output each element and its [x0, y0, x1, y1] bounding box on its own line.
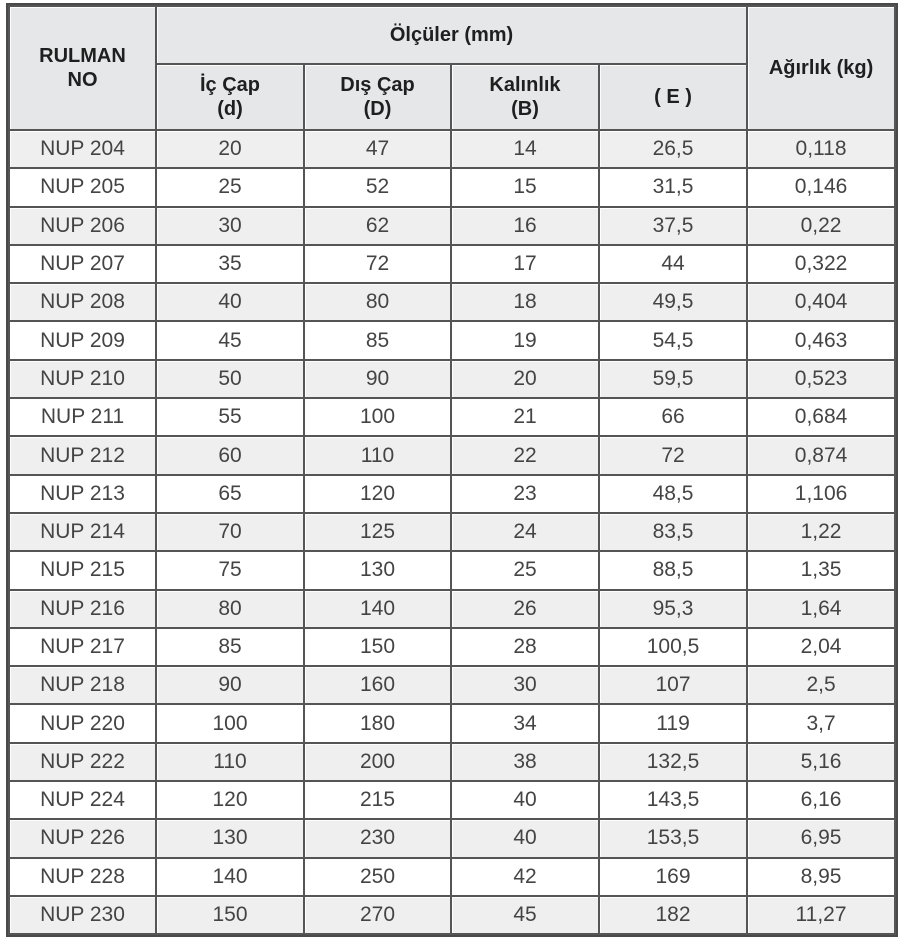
cell-outer-diameter: 100	[304, 398, 451, 436]
cell-e: 83,5	[599, 513, 747, 551]
cell-outer-diameter: 125	[304, 513, 451, 551]
cell-thickness: 15	[451, 168, 599, 206]
cell-outer-diameter: 200	[304, 743, 451, 781]
cell-e: 153,5	[599, 819, 747, 857]
cell-weight: 0,404	[747, 283, 895, 321]
cell-thickness: 21	[451, 398, 599, 436]
cell-bearing-no: NUP 215	[9, 551, 156, 589]
cell-weight: 2,04	[747, 628, 895, 666]
cell-outer-diameter: 230	[304, 819, 451, 857]
cell-inner-diameter: 100	[156, 704, 304, 742]
cell-inner-diameter: 110	[156, 743, 304, 781]
cell-outer-diameter: 130	[304, 551, 451, 589]
cell-bearing-no: NUP 204	[9, 130, 156, 168]
table-row	[9, 398, 895, 436]
table-row	[9, 781, 895, 819]
cell-outer-diameter: 120	[304, 475, 451, 513]
cell-e: 44	[599, 245, 747, 283]
cell-inner-diameter: 140	[156, 858, 304, 896]
header-rulman-no-line1: RULMAN	[39, 45, 126, 67]
bearing-spec-table-container	[8, 5, 894, 935]
cell-inner-diameter: 85	[156, 628, 304, 666]
cell-outer-diameter: 52	[304, 168, 451, 206]
cell-weight: 5,16	[747, 743, 895, 781]
header-inner-diameter	[156, 64, 304, 130]
header-thickness-symbol: (B)	[511, 98, 539, 120]
cell-outer-diameter: 160	[304, 666, 451, 704]
cell-thickness: 24	[451, 513, 599, 551]
header-outer-diameter	[304, 64, 451, 130]
cell-weight: 3,7	[747, 704, 895, 742]
header-inner-diameter-label: İç Çap	[199, 74, 261, 96]
cell-thickness: 19	[451, 321, 599, 359]
cell-bearing-no: NUP 226	[9, 819, 156, 857]
table-row	[9, 704, 895, 742]
cell-outer-diameter: 110	[304, 436, 451, 474]
cell-weight: 11,27	[747, 896, 895, 934]
cell-weight: 6,16	[747, 781, 895, 819]
cell-thickness: 40	[451, 819, 599, 857]
cell-thickness: 20	[451, 360, 599, 398]
cell-e: 26,5	[599, 130, 747, 168]
header-thickness	[451, 64, 599, 130]
cell-bearing-no: NUP 209	[9, 321, 156, 359]
cell-outer-diameter: 90	[304, 360, 451, 398]
cell-inner-diameter: 50	[156, 360, 304, 398]
table-row	[9, 551, 895, 589]
table-row	[9, 168, 895, 206]
cell-weight: 0,322	[747, 245, 895, 283]
cell-weight: 1,22	[747, 513, 895, 551]
header-inner-diameter-symbol: (d)	[217, 98, 243, 120]
cell-bearing-no: NUP 216	[9, 590, 156, 628]
table-row	[9, 666, 895, 704]
cell-bearing-no: NUP 213	[9, 475, 156, 513]
cell-thickness: 34	[451, 704, 599, 742]
cell-e: 37,5	[599, 207, 747, 245]
cell-inner-diameter: 30	[156, 207, 304, 245]
cell-outer-diameter: 62	[304, 207, 451, 245]
cell-thickness: 40	[451, 781, 599, 819]
table-row	[9, 283, 895, 321]
cell-bearing-no: NUP 208	[9, 283, 156, 321]
cell-thickness: 28	[451, 628, 599, 666]
cell-e: 143,5	[599, 781, 747, 819]
cell-weight: 6,95	[747, 819, 895, 857]
cell-outer-diameter: 270	[304, 896, 451, 934]
cell-inner-diameter: 150	[156, 896, 304, 934]
cell-outer-diameter: 85	[304, 321, 451, 359]
cell-weight: 8,95	[747, 858, 895, 896]
cell-inner-diameter: 20	[156, 130, 304, 168]
table-header	[9, 6, 895, 130]
cell-bearing-no: NUP 228	[9, 858, 156, 896]
cell-thickness: 22	[451, 436, 599, 474]
cell-weight: 0,22	[747, 207, 895, 245]
cell-e: 59,5	[599, 360, 747, 398]
table-row	[9, 475, 895, 513]
cell-thickness: 14	[451, 130, 599, 168]
cell-inner-diameter: 45	[156, 321, 304, 359]
header-e	[599, 64, 747, 130]
cell-bearing-no: NUP 205	[9, 168, 156, 206]
header-thickness-label: Kalınlık	[489, 74, 561, 96]
table-row	[9, 590, 895, 628]
cell-e: 95,3	[599, 590, 747, 628]
header-outer-diameter-symbol: (D)	[363, 98, 392, 120]
cell-bearing-no: NUP 218	[9, 666, 156, 704]
cell-inner-diameter: 120	[156, 781, 304, 819]
cell-inner-diameter: 75	[156, 551, 304, 589]
cell-inner-diameter: 60	[156, 436, 304, 474]
cell-inner-diameter: 70	[156, 513, 304, 551]
cell-outer-diameter: 180	[304, 704, 451, 742]
table-row	[9, 245, 895, 283]
cell-thickness: 25	[451, 551, 599, 589]
table-row	[9, 819, 895, 857]
cell-e: 88,5	[599, 551, 747, 589]
cell-e: 72	[599, 436, 747, 474]
cell-thickness: 23	[451, 475, 599, 513]
cell-weight: 0,463	[747, 321, 895, 359]
cell-inner-diameter: 90	[156, 666, 304, 704]
cell-weight: 0,684	[747, 398, 895, 436]
cell-bearing-no: NUP 207	[9, 245, 156, 283]
cell-e: 100,5	[599, 628, 747, 666]
header-group-olculer: Ölçüler (mm)	[156, 6, 747, 64]
cell-thickness: 30	[451, 666, 599, 704]
cell-e: 31,5	[599, 168, 747, 206]
cell-weight: 0,874	[747, 436, 895, 474]
cell-outer-diameter: 140	[304, 590, 451, 628]
table-row	[9, 743, 895, 781]
cell-outer-diameter: 80	[304, 283, 451, 321]
cell-weight: 2,5	[747, 666, 895, 704]
cell-bearing-no: NUP 217	[9, 628, 156, 666]
table-row	[9, 207, 895, 245]
header-rulman-no-line2: NO	[67, 69, 98, 91]
cell-bearing-no: NUP 230	[9, 896, 156, 934]
table-row	[9, 858, 895, 896]
table-row	[9, 436, 895, 474]
table-row	[9, 896, 895, 934]
cell-inner-diameter: 65	[156, 475, 304, 513]
cell-bearing-no: NUP 224	[9, 781, 156, 819]
cell-thickness: 26	[451, 590, 599, 628]
cell-inner-diameter: 55	[156, 398, 304, 436]
cell-bearing-no: NUP 206	[9, 207, 156, 245]
cell-bearing-no: NUP 212	[9, 436, 156, 474]
cell-bearing-no: NUP 222	[9, 743, 156, 781]
table-row	[9, 130, 895, 168]
cell-inner-diameter: 80	[156, 590, 304, 628]
cell-weight: 1,35	[747, 551, 895, 589]
cell-outer-diameter: 47	[304, 130, 451, 168]
cell-weight: 0,146	[747, 168, 895, 206]
cell-e: 169	[599, 858, 747, 896]
cell-inner-diameter: 35	[156, 245, 304, 283]
cell-bearing-no: NUP 220	[9, 704, 156, 742]
cell-thickness: 18	[451, 283, 599, 321]
header-weight: Ağırlık (kg)	[747, 6, 895, 130]
cell-weight: 1,64	[747, 590, 895, 628]
cell-outer-diameter: 250	[304, 858, 451, 896]
cell-e: 66	[599, 398, 747, 436]
cell-inner-diameter: 40	[156, 283, 304, 321]
cell-e: 132,5	[599, 743, 747, 781]
cell-thickness: 45	[451, 896, 599, 934]
cell-e: 48,5	[599, 475, 747, 513]
cell-e: 54,5	[599, 321, 747, 359]
table-row	[9, 513, 895, 551]
cell-bearing-no: NUP 210	[9, 360, 156, 398]
table-row	[9, 321, 895, 359]
cell-outer-diameter: 215	[304, 781, 451, 819]
cell-e: 49,5	[599, 283, 747, 321]
cell-inner-diameter: 130	[156, 819, 304, 857]
cell-outer-diameter: 150	[304, 628, 451, 666]
cell-thickness: 38	[451, 743, 599, 781]
cell-thickness: 16	[451, 207, 599, 245]
cell-weight: 0,118	[747, 130, 895, 168]
cell-bearing-no: NUP 214	[9, 513, 156, 551]
header-rulman-no	[9, 6, 156, 130]
cell-thickness: 42	[451, 858, 599, 896]
table-body	[9, 130, 895, 934]
cell-inner-diameter: 25	[156, 168, 304, 206]
cell-e: 182	[599, 896, 747, 934]
bearing-spec-table	[8, 5, 896, 935]
cell-weight: 0,523	[747, 360, 895, 398]
cell-thickness: 17	[451, 245, 599, 283]
cell-weight: 1,106	[747, 475, 895, 513]
cell-e: 107	[599, 666, 747, 704]
table-row	[9, 628, 895, 666]
table-row	[9, 360, 895, 398]
cell-e: 119	[599, 704, 747, 742]
header-outer-diameter-label: Dış Çap	[340, 74, 415, 96]
header-e-label: ( E )	[654, 86, 692, 108]
cell-bearing-no: NUP 211	[9, 398, 156, 436]
cell-outer-diameter: 72	[304, 245, 451, 283]
header-row-top	[9, 6, 895, 64]
